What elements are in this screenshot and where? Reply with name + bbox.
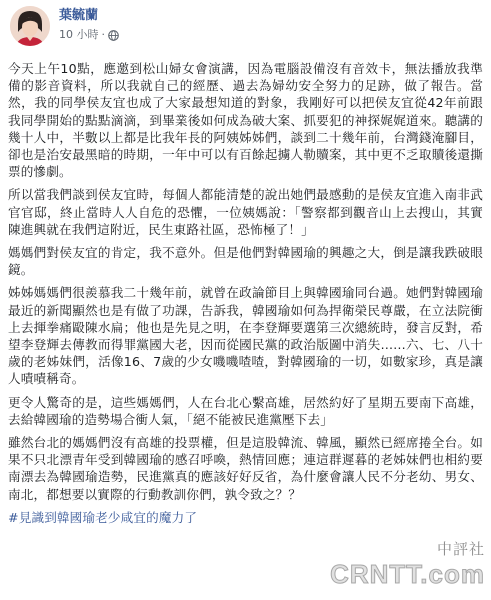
post-body [8,60,483,526]
post-timestamp[interactable]: 10 小時 [59,28,99,41]
hashtag-paragraph [8,509,483,526]
hashtag-link[interactable]: #見識到韓國瑜老少咸宜的魔力了 [8,509,198,525]
post-paragraph-2: 所以當我們談到侯友宜時，每個人都能清楚的說出她們最感動的是侯友宜進入南非武官官邸，終止當時人人自危的恐懼，一位姨媽說：「警察都到觀音山上去搜山，其實陳進興就在我們這附近，民生東路社區，恐怖極了！」 [8,187,483,237]
globe-icon[interactable] [108,30,119,41]
post-header [8,4,483,54]
post-paragraph-5: 更令人驚奇的是，這些媽媽們，人在台北心繫高雄，居然約好了星期五要南下高雄，去給韓國瑜的造勢場合衝人氣，「絕不能被民進黨壓下去」 [8,394,483,427]
post-paragraph-1: 今天上午10點，應邀到松山婦女會演講，因為電腦設備沒有音效卡，無法播放我準備的影音資料，所以我就自己的經歷、過去為婦幼安全努力的足跡，做了報告。當然，我的同學侯友宜也成了大家最想知道的對象，我剛好可以把侯友宜從42年前跟我同學開始的點點滴滴，到畢業後如何成為破大案、抓要犯的神探娓娓道來。聽講的幾十人中，半數以上都是比我年長的阿姨姊姊們，談到二十幾年前，台灣錢淹腳目，卻也是治安最黑暗的時期，一年中可以有百餘起擄人勒贖案，其中更不乏取贖後還撕票的慘劇。 [8,61,483,180]
post-paragraph-3: 媽媽們對侯友宜的肯定，我不意外。但是他們對韓國瑜的興趣之大，倒是讓我跌破眼鏡。 [8,245,483,278]
watermark-top: 中評社 [436,540,485,558]
header-text [59,8,119,42]
author-name[interactable]: 葉毓蘭 [59,8,99,23]
meta-separator: · [101,28,105,41]
post-paragraph-4: 姊姊媽媽們很羨慕我二十幾年前，就曾在政論節目上與韓國瑜同台過。她們對韓國瑜最近的新聞顯然也是有做了功課，告訴我，韓國瑜如何為捍衛榮民尊嚴，在立法院衝上去揮拳痛毆陳水扁；他也是先見之明，在李登輝要選第三次總統時，發言反對，希望李登輝去傳教而得罪黨國大老，因而從國民黨的政治版圖中消失……六、七、八十歲的老姊妹們，活像16、7歲的少女嘰嘰喳喳，對韓國瑜的一切，如數家珍，真是讓人嘖嘖稱奇。 [8,285,483,387]
post-meta [59,28,119,42]
watermark-logo: CRNTT.com [330,559,485,589]
avatar[interactable] [10,6,50,46]
avatar-portrait [10,6,50,46]
post-paragraph-6: 雖然台北的媽媽們沒有高雄的投票權，但是這股韓流、韓風，顯然已經席捲全台。如果不只北漂青年受到韓國瑜的感召呼喚，熱情回應；連這群遲暮的老姊妹們也相約要南漂去為韓國瑜造勢，民進黨真的應該好好反省，為什麼會讓人民不分老幼、男女、南北，都想要以實際的行動教訓你們，孰令致之？？ [8,435,483,502]
